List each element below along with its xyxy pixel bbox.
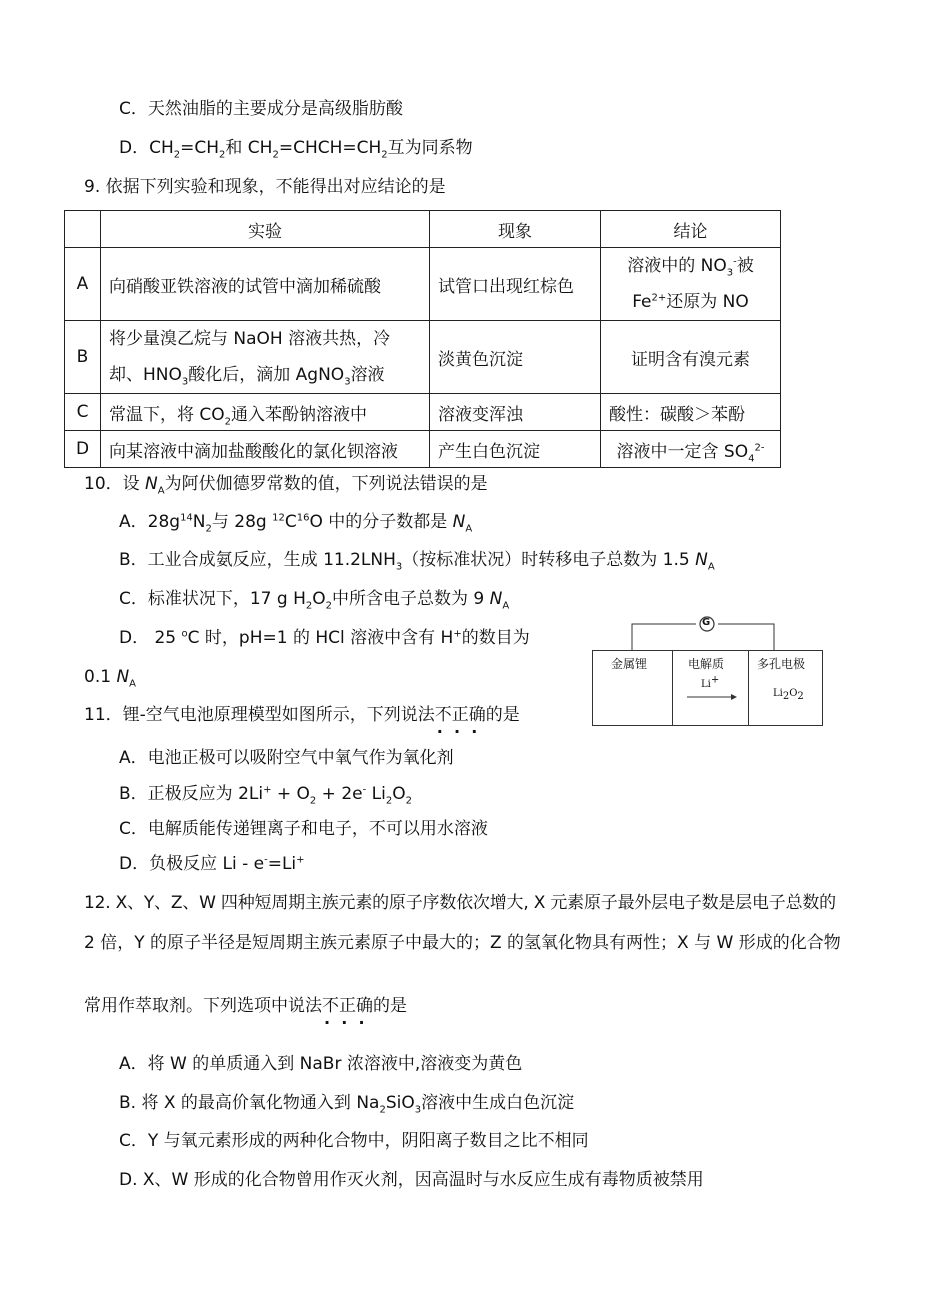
row-phenomenon: 试管口出现红棕色 (430, 248, 601, 321)
table-row (65, 248, 781, 321)
q10-option-a: A．$28g^{14}N_2$与 28g $^{12}C^{16}O$ 中的分子数都是 $N_A$ (119, 512, 473, 535)
q10-option-d-cont: 0.1 $N_A$ (84, 667, 137, 690)
q12-option-a: A．将 W 的单质通入到 NaBr 浓溶液中,溶液变为黄色 (119, 1054, 523, 1074)
product-label: $Li_2O_2$ (773, 688, 804, 702)
row-conclusion: 溶液中一定含 $SO_4^{2-}$ (601, 431, 781, 468)
q12-option-c: C．Y 与氧元素形成的两种化合物中，阴阳离子数目之比不相同 (119, 1131, 589, 1151)
table-row (65, 431, 781, 468)
q11-option-b: B．正极反应为 $2Li^+ + O_2 + 2e^-$ $Li_2O_2$ (119, 784, 412, 807)
header-conclusion: 结论 (601, 211, 781, 248)
q9-stem: 9. 依据下列实验和现象，不能得出对应结论的是 (84, 177, 446, 197)
row-phenomenon: 产生白色沉淀 (430, 431, 601, 468)
header-experiment: 实验 (101, 211, 430, 248)
q10-option-d: D． 25 $^o$C 时，pH=1 的 HCl 溶液中含有 H+的数目为 (119, 628, 530, 648)
galvanometer-label: G (702, 617, 711, 628)
row-conclusion: 酸性：碳酸＞苯酚 (601, 394, 781, 431)
q10-option-c: C．标准状况下，17 g $H_2O_2$中所含电子总数为 9 $N_A$ (119, 589, 510, 612)
q8-option-c: C．天然油脂的主要成分是高级脂肪酸 (119, 99, 403, 119)
row-label: D (65, 431, 101, 468)
table-row (65, 394, 781, 431)
row-experiment: 将少量溴乙烷与 NaOH 溶液共热，冷 却、$HNO_3$酸化后，滴加 AgNO$_3$溶液 (101, 321, 430, 394)
row-label: C (65, 394, 101, 431)
q12-stem-line1: 12. X、Y、Z、W 四种短周期主族元素的原子序数依次增大, X 元素原子最外层电子数是层电子总数的 (84, 893, 836, 913)
row-conclusion: 证明含有溴元素 (601, 321, 781, 394)
row-label: A (65, 248, 101, 321)
q11-option-d: D．负极反应 Li - e-=Li+ (119, 854, 305, 874)
q8-option-d: D．$CH_2=CH_2$和 $CH_2=CHCH=CH_2$互为同系物 (119, 138, 473, 161)
experiment-table (64, 210, 781, 468)
q10-option-b: B．工业合成氨反应，生成 $11.2LNH_3$（按标准状况）时转移电子总数为 1.5 $N_A$ (119, 550, 715, 573)
row-phenomenon: 溶液变浑浊 (430, 394, 601, 431)
q11-stem: 11．锂-空气电池原理模型如图所示，下列说法不正确 · · ·的是 (84, 704, 520, 726)
ion-label: Li+ (701, 674, 720, 690)
row-experiment: 向某溶液中滴加盐酸酸化的氯化钡溶液 (101, 431, 430, 468)
q11-option-c: C．电解质能传递锂离子和电子，不可以用水溶液 (119, 819, 488, 839)
cathode-label: 多孔电极 (757, 657, 806, 671)
q12-option-b: B. 将 X 的最高价氧化物通入到 $Na_2SiO_3$溶液中生成白色沉淀 (119, 1093, 575, 1116)
row-label: B (65, 321, 101, 394)
q11-option-a: A．电池正极可以吸附空气中氧气作为氧化剂 (119, 748, 454, 768)
row-experiment: 常温下，将 $CO_2$通入苯酚钠溶液中 (101, 394, 430, 431)
electrolyte-label: 电解质 (688, 657, 725, 671)
q12-stem-line2: 2 倍，Y 的原子半径是短周期主族元素原子中最大的；Z 的氢氧化物具有两性；X 与 W 形成的化合物 (84, 933, 841, 953)
row-phenomenon: 淡黄色沉淀 (430, 321, 601, 394)
row-conclusion: 溶液中的 $NO_3^-$被 $Fe^{2+}$还原为 NO (601, 248, 781, 321)
arrow-right-icon (687, 692, 737, 702)
row-experiment: 向硝酸亚铁溶液的试管中滴加稀硫酸 (101, 248, 430, 321)
q10-stem: 10．设 $N_A$为阿伏伽德罗常数的值，下列说法错误的是 (84, 474, 488, 497)
table-header-row (65, 211, 781, 248)
q12-stem-line3: 常用作萃取剂。下列选项中说法不正确 · · ·的是 (84, 995, 407, 1017)
anode-label: 金属锂 (611, 657, 648, 671)
battery-diagram (592, 618, 824, 728)
q12-option-d: D. X、W 形成的化合物曾用作灭火剂，因高温时与水反应生成有毒物质被禁用 (119, 1170, 704, 1190)
header-phenomenon: 现象 (430, 211, 601, 248)
table-row (65, 321, 781, 394)
